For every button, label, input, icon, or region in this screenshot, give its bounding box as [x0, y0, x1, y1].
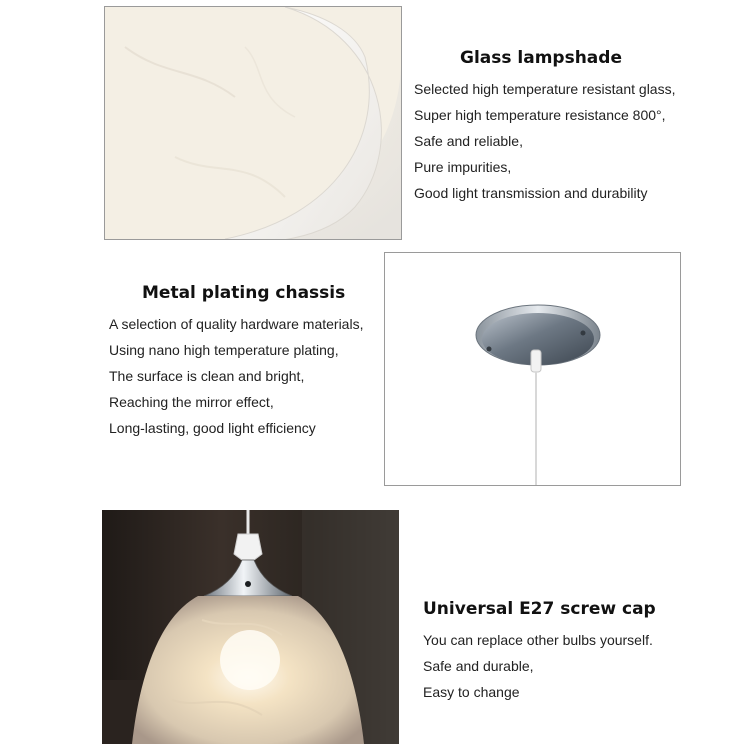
- description-line: Easy to change: [423, 684, 520, 700]
- description-line: Good light transmission and durability: [414, 185, 648, 201]
- glass-lampshade-photo: [104, 6, 402, 240]
- glass-lampshade-description: [414, 76, 675, 206]
- description-line: The surface is clean and bright,: [109, 368, 305, 384]
- description-line: Using nano high temperature plating,: [109, 342, 339, 358]
- description-line: A selection of quality hardware materials,: [109, 316, 364, 332]
- section-title-e27-screw-cap: Universal E27 screw cap: [423, 599, 656, 619]
- pendant-lamp-image: [102, 510, 399, 744]
- metal-chassis-photo: [384, 252, 681, 486]
- description-line: Pure impurities,: [414, 159, 512, 175]
- description-line: Super high temperature resistance 800°,: [414, 107, 666, 123]
- description-line: Long-lasting, good light efficiency: [109, 420, 316, 436]
- description-line: Selected high temperature resistant glass,: [414, 81, 676, 97]
- description-line: Safe and reliable,: [414, 133, 523, 149]
- description-line: You can replace other bulbs yourself.: [423, 632, 653, 648]
- ceiling-canopy-image: [385, 253, 680, 485]
- section-title-glass-lampshade: Glass lampshade: [460, 48, 622, 68]
- description-line: Safe and durable,: [423, 658, 534, 674]
- description-line: Reaching the mirror effect,: [109, 394, 274, 410]
- pendant-lamp-photo: [102, 510, 399, 744]
- e27-screw-cap-description: [423, 627, 653, 705]
- metal-plating-description: [109, 311, 363, 441]
- glass-lampshade-image: [105, 7, 401, 239]
- section-title-metal-plating-chassis: Metal plating chassis: [142, 283, 346, 303]
